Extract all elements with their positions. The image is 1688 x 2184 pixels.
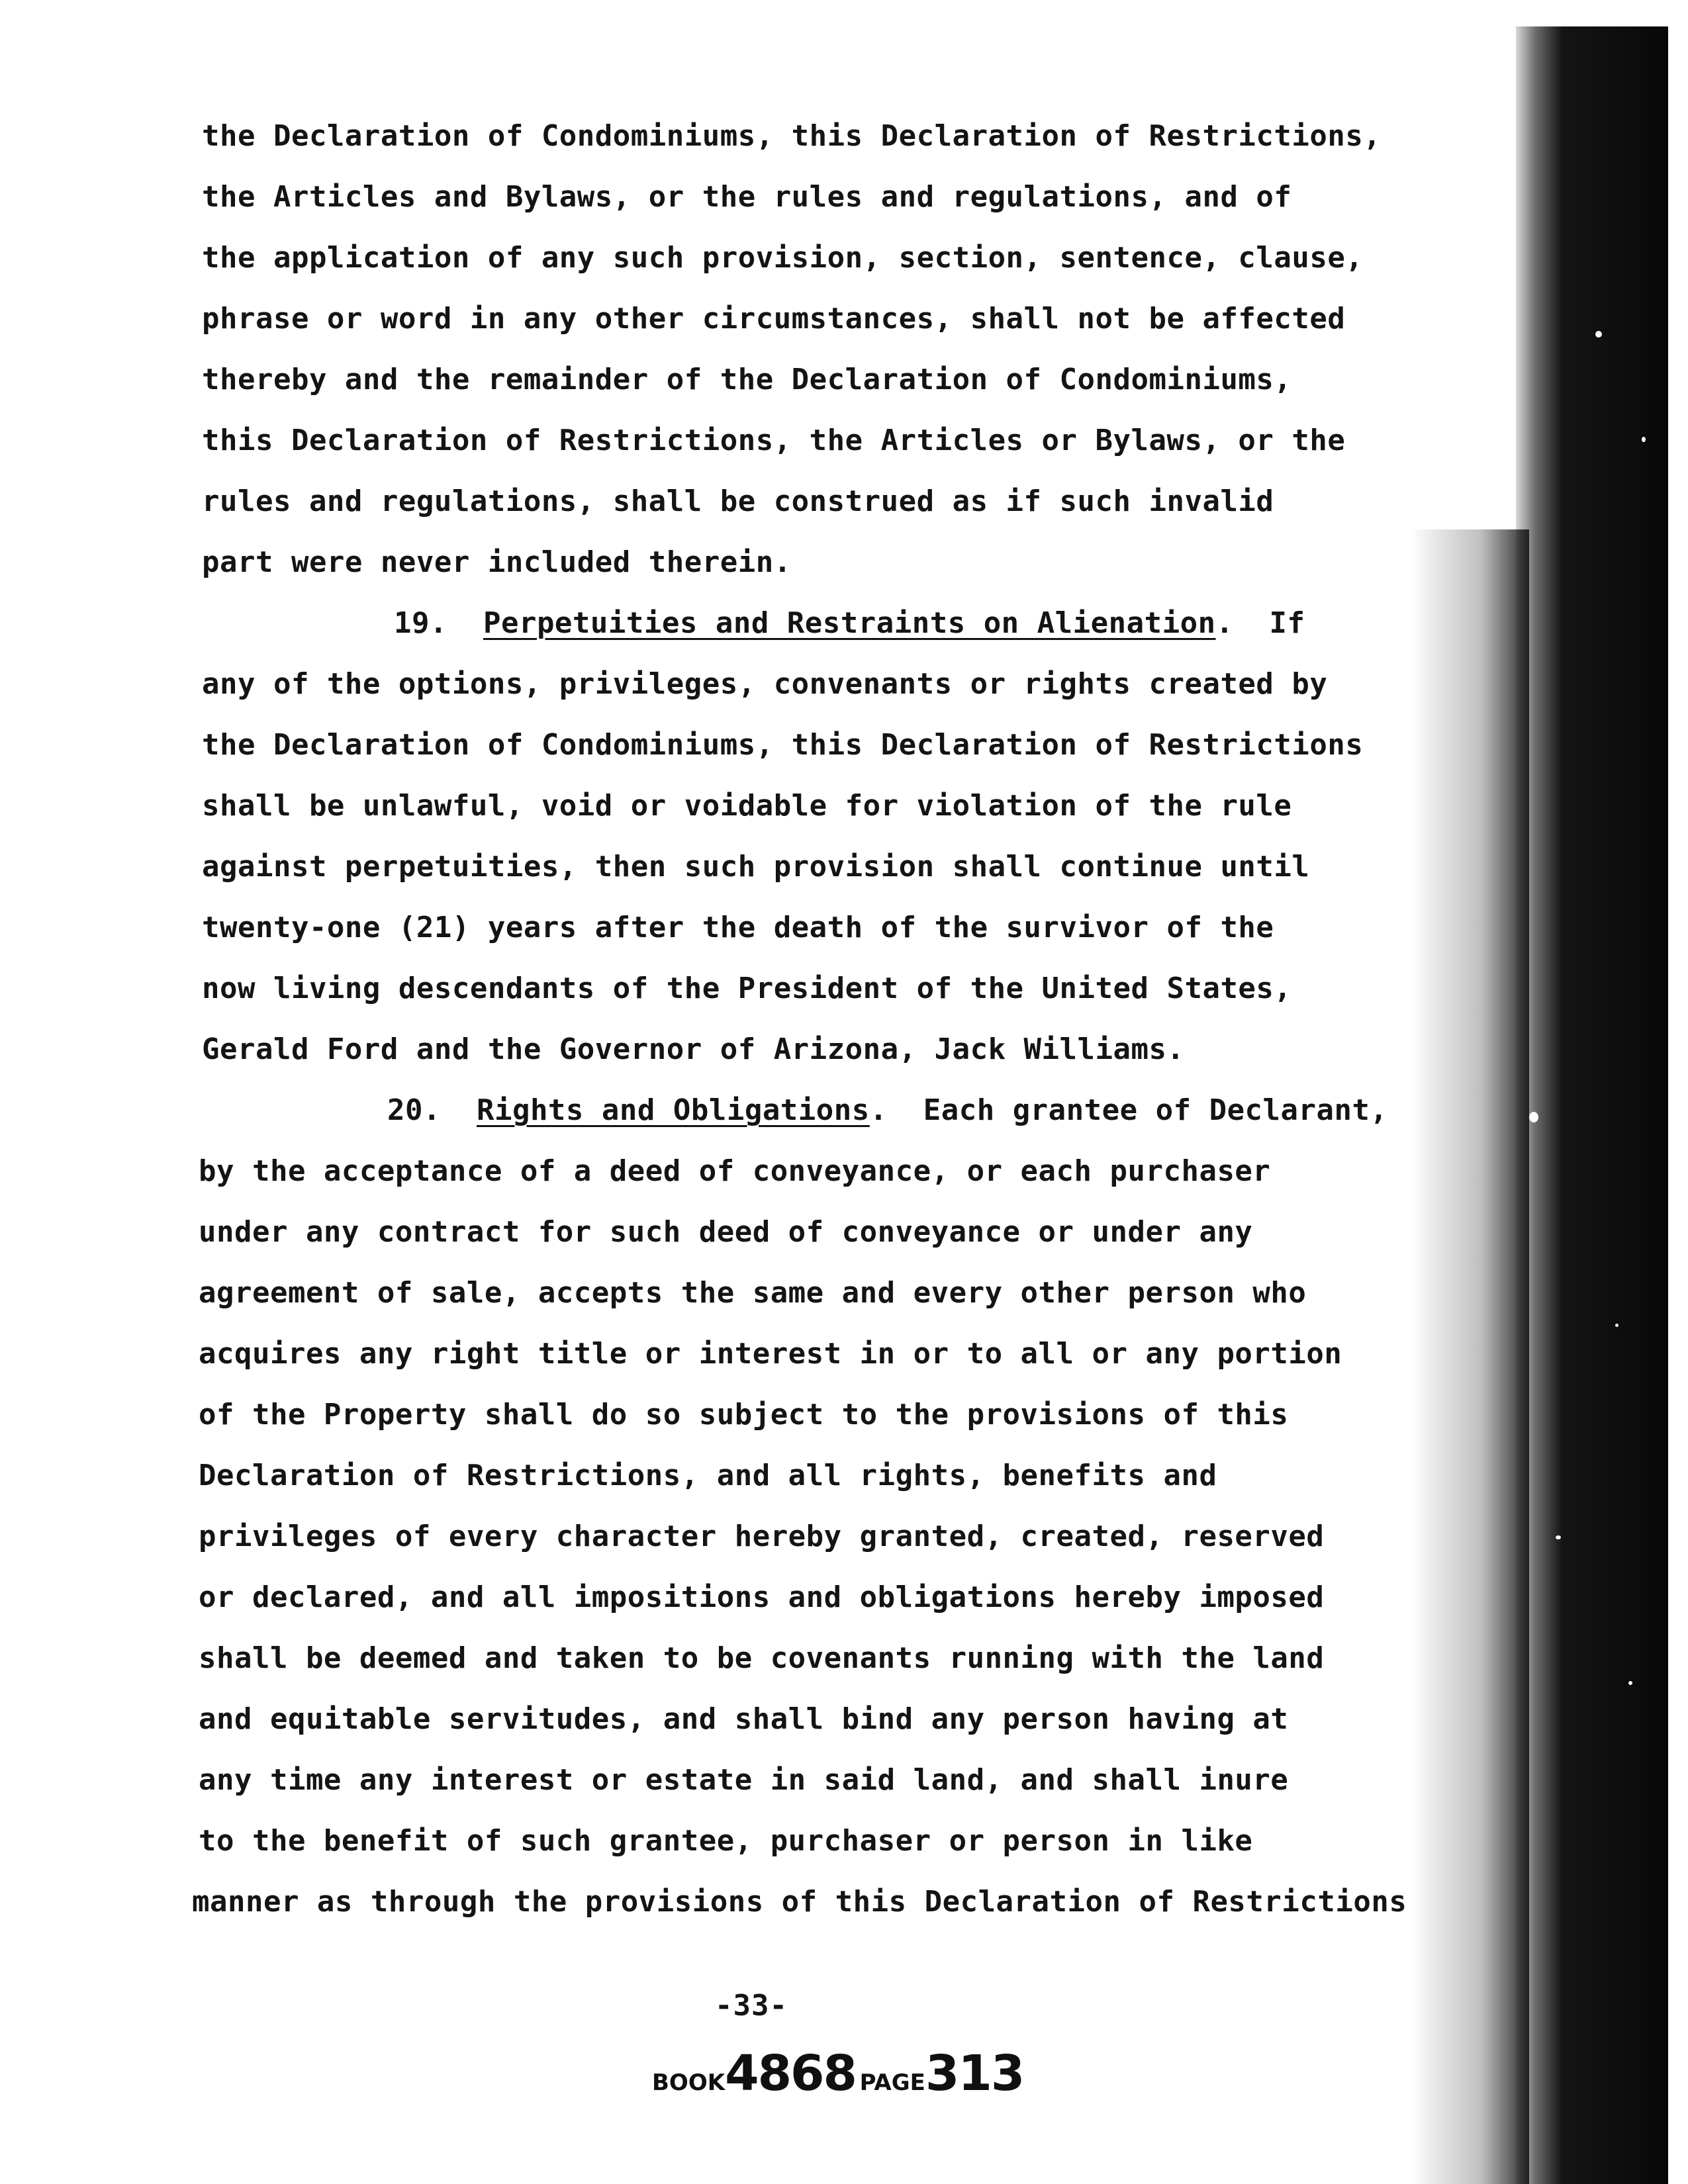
text-line: by the acceptance of a deed of conveyance, or each purchaser	[199, 1154, 1271, 1188]
section-heading: Perpetuities and Restraints on Alienation	[483, 606, 1216, 640]
section-heading: Rights and Obligations	[476, 1093, 870, 1127]
recording-page-number: 313	[925, 2045, 1024, 2102]
text-line: this Declaration of Restrictions, the Articles or Bylaws, or the	[202, 424, 1346, 457]
text-line: and equitable servitudes, and shall bind any person having at	[199, 1702, 1289, 1736]
text-line: against perpetuities, then such provision shall continue until	[202, 850, 1310, 884]
scan-speck	[1529, 1112, 1538, 1122]
text-line: thereby and the remainder of the Declaration of Condominiums,	[202, 363, 1292, 396]
text-line: privileges of every character hereby granted, created, reserved	[199, 1520, 1325, 1553]
text-line: twenty-one (21) years after the death of the survivor of the	[202, 911, 1274, 944]
text-line: any time any interest or estate in said land, and shall inure	[199, 1763, 1289, 1797]
text-line: shall be deemed and taken to be covenants running with the land	[199, 1641, 1325, 1675]
text-line: the Declaration of Condominiums, this Declaration of Restrictions	[202, 728, 1364, 762]
section-20-heading-line	[387, 1092, 1387, 1129]
text-line: under any contract for such deed of conveyance or under any	[199, 1215, 1253, 1249]
text-line: agreement of sale, accepts the same and every other person who	[199, 1276, 1307, 1310]
text-line: the application of any such provision, section, sentence, clause,	[202, 241, 1364, 275]
text-line: rules and regulations, shall be construed as if such invalid	[202, 484, 1274, 518]
section-heading-trailer: . Each grantee of Declarant,	[869, 1093, 1388, 1127]
section-number: 19.	[394, 606, 447, 640]
book-label: BOOK	[652, 2070, 726, 2096]
scan-speck	[1628, 1681, 1632, 1685]
scan-speck	[1642, 437, 1646, 442]
scan-speck	[1595, 331, 1602, 338]
scan-speck	[1556, 1535, 1561, 1539]
text-line: to the benefit of such grantee, purchaser or person in like	[199, 1824, 1253, 1858]
text-line: of the Property shall do so subject to the provisions of this	[199, 1398, 1289, 1432]
text-line: part were never included therein.	[202, 545, 792, 579]
scan-speck	[1615, 1324, 1618, 1327]
text-line: phrase or word in any other circumstances, shall not be affected	[202, 302, 1346, 336]
text-line: the Declaration of Condominiums, this Declaration of Restrictions,	[202, 119, 1382, 153]
book-number: 4868	[725, 2045, 857, 2102]
text-line: acquires any right title or interest in or to all or any portion	[199, 1337, 1342, 1371]
section-heading-trailer: . If	[1215, 606, 1305, 640]
scan-edge-shadow	[1516, 26, 1668, 2184]
text-line: manner as through the provisions of this Declaration of Restrictions	[192, 1885, 1407, 1919]
text-line: Declaration of Restrictions, and all rights, benefits and	[199, 1459, 1217, 1492]
text-line: the Articles and Bylaws, or the rules and regulations, and of	[202, 180, 1292, 214]
page-number: -33-	[715, 1989, 788, 2023]
section-number: 20.	[387, 1093, 441, 1127]
text-line: any of the options, privileges, convenants or rights created by	[202, 667, 1328, 701]
text-line: shall be unlawful, void or voidable for violation of the rule	[202, 789, 1292, 823]
text-line: Gerald Ford and the Governor of Arizona, Jack Williams.	[202, 1032, 1185, 1066]
section-19-heading-line	[394, 605, 1305, 642]
page-label: PAGE	[859, 2070, 925, 2096]
text-line: or declared, and all impositions and obligations hereby imposed	[199, 1580, 1325, 1614]
recording-stamp	[652, 2045, 1023, 2102]
text-line: now living descendants of the President of the United States,	[202, 972, 1292, 1005]
